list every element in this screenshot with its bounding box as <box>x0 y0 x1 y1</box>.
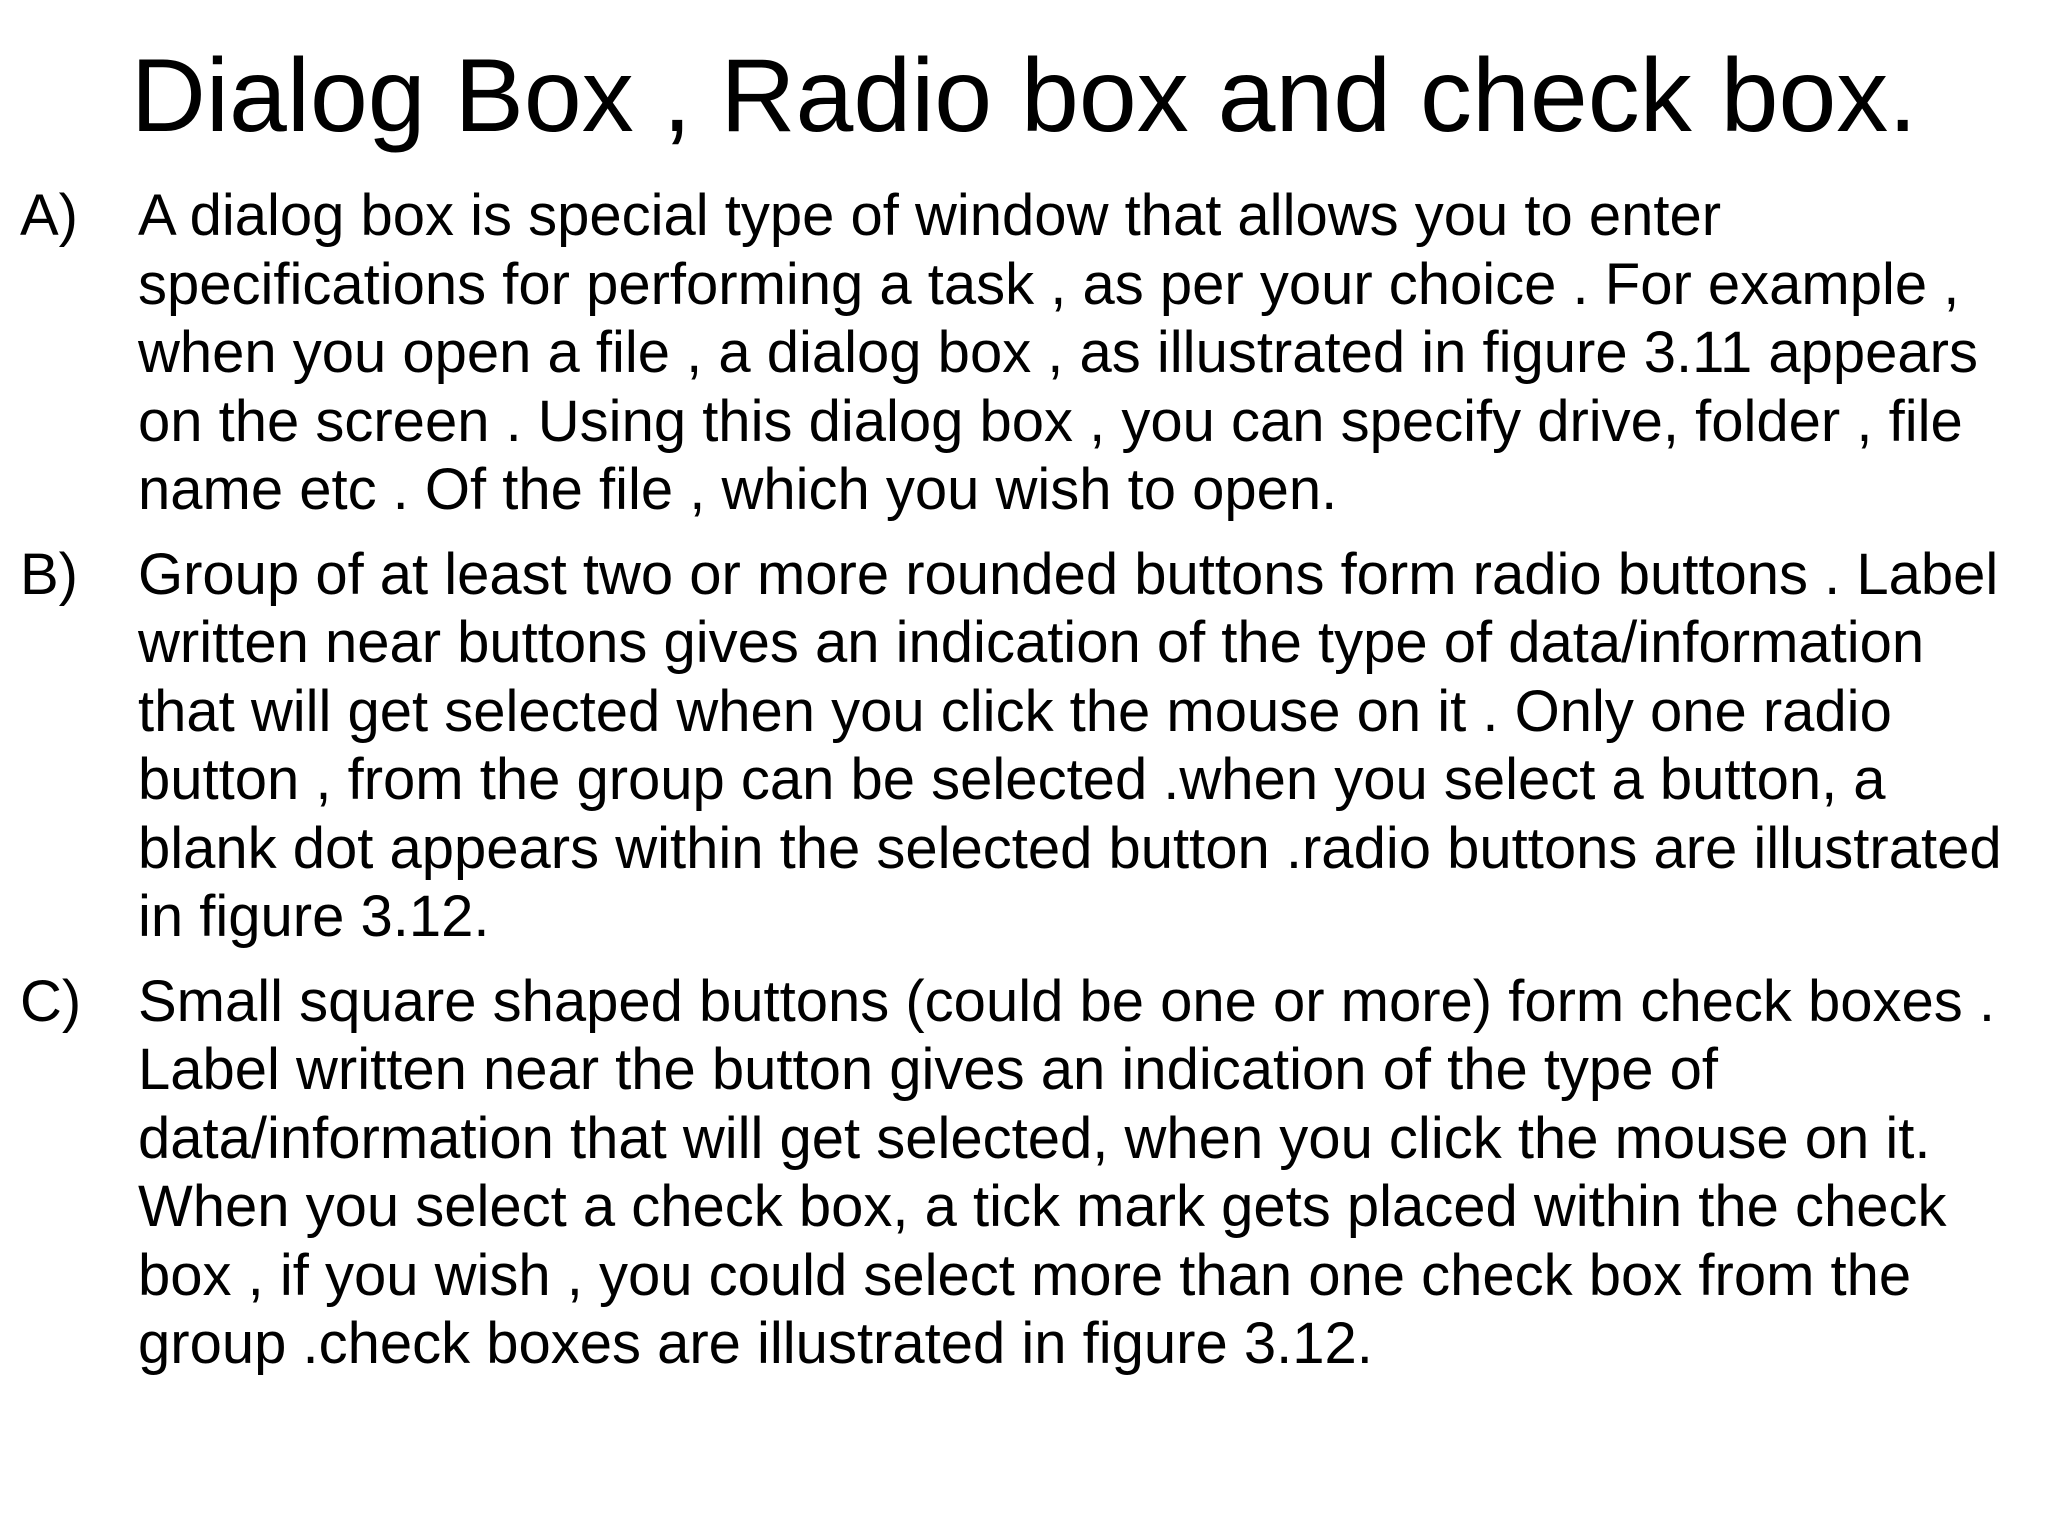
list-text-b: Group of at least two or more rounded buttons form radio buttons . Label written near buttons gives an indication of the type of data/information that will get selected when you click the mouse on it . Only one radio button , from the group can be selected .when you select a button, a blank dot appears within the selected button .radio buttons are illustrated in figure 3.12. <box>138 541 2002 949</box>
slide-content <box>20 182 2030 1395</box>
list-marker-a: A) <box>20 183 78 248</box>
slide-title: Dialog Box , Radio box and check box. <box>130 38 1918 154</box>
list-text-a: A dialog box is special type of window that allows you to enter specifications for performing a task , as per your choice . For example , when you open a file , a dialog box , as illustrated in figure 3.11 appears on the screen . Using this dialog box , you can specify drive, folder , file name etc . Of the file , which you wish to open. <box>138 183 1978 522</box>
list-item-b <box>20 541 2030 952</box>
list-item-c <box>20 968 2030 1379</box>
list-text-c: Small square shaped buttons (could be one or more) form check boxes . Label written near the button gives an indication of the type of data/information that will get selected, when you click the mouse on it. When you select a check box, a tick mark gets placed within the check box , if you wish , you could select more than one check box from the group .check boxes are illustrated in figure 3.12. <box>138 968 1995 1376</box>
list-item-a <box>20 182 2030 525</box>
list-marker-c: C) <box>20 968 82 1034</box>
list-marker-b: B) <box>20 541 78 607</box>
